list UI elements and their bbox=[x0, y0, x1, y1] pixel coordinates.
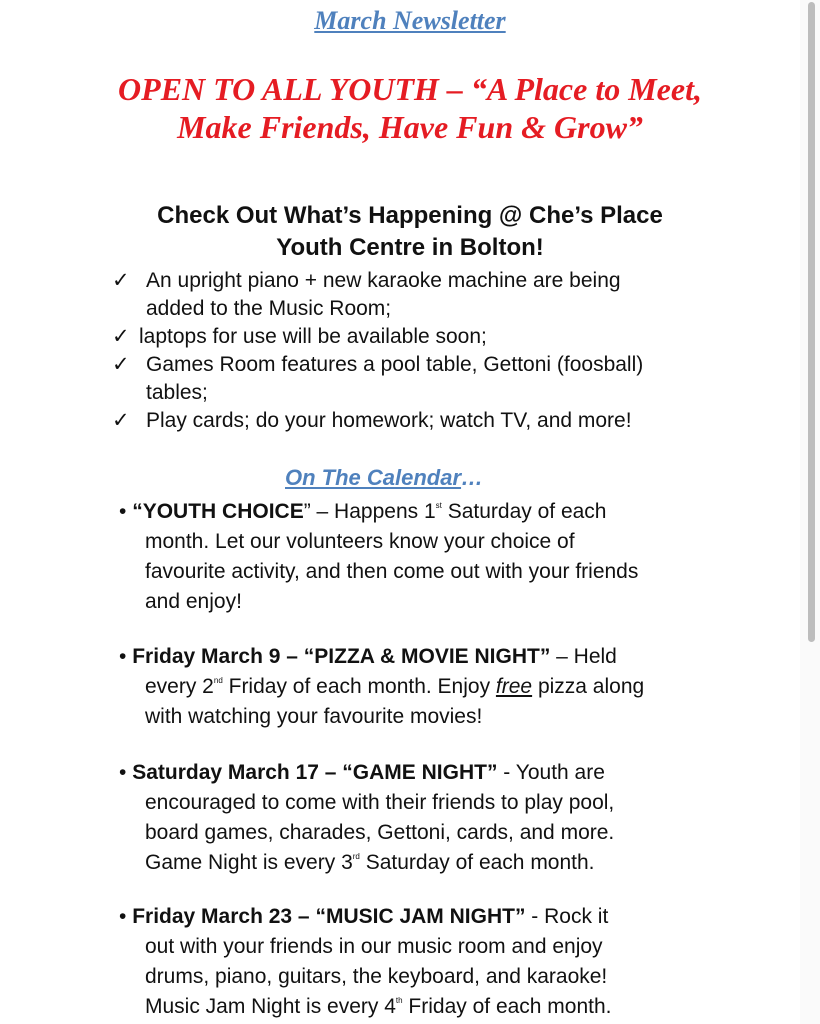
calendar-event-music-jam-night bbox=[119, 902, 799, 1022]
event-line: and enjoy! bbox=[145, 590, 242, 613]
calendar-event-pizza-movie-night bbox=[119, 642, 799, 732]
event-body bbox=[119, 672, 799, 732]
checklist-item bbox=[112, 407, 792, 435]
event-line bbox=[145, 848, 799, 878]
calendar-heading-ellipsis: … bbox=[461, 465, 484, 490]
event-title: Friday March 23 – “MUSIC JAM NIGHT” bbox=[132, 905, 526, 928]
event-line: out with your friends in our music room and enjoy bbox=[145, 935, 603, 958]
happening-heading-line-2: Youth Centre in Bolton! bbox=[276, 234, 544, 261]
event-line: with watching your favourite movies! bbox=[145, 705, 483, 728]
headline-line-1: OPEN TO ALL YOUTH – “A Place to Meet, bbox=[118, 71, 702, 107]
calendar-heading-text: On The Calendar bbox=[285, 465, 462, 490]
event-text: Saturday of each month. bbox=[359, 851, 595, 874]
event-title: Saturday March 17 – “GAME NIGHT” bbox=[132, 761, 498, 784]
event-ordinal: nd bbox=[213, 676, 223, 685]
event-ordinal: st bbox=[435, 501, 442, 510]
event-line: drums, piano, guitars, the keyboard, and karaoke! bbox=[145, 965, 608, 988]
headline bbox=[0, 70, 820, 146]
checklist-item-text-cont: added to the Music Room; bbox=[146, 297, 392, 320]
bullet-icon: • bbox=[119, 761, 127, 784]
event-first-line bbox=[119, 642, 799, 672]
event-text: Game Night is every 3 bbox=[145, 851, 353, 874]
event-title: Friday March 9 – “PIZZA & MOVIE NIGHT” bbox=[132, 645, 551, 668]
bullet-icon: • bbox=[119, 500, 127, 523]
event-text: Saturday of each bbox=[441, 500, 607, 523]
event-text: Friday of each month. Enjoy bbox=[222, 675, 496, 698]
event-line: board games, charades, Gettoni, cards, and more. bbox=[145, 821, 615, 844]
event-ordinal: th bbox=[395, 996, 403, 1005]
checklist-item bbox=[112, 351, 792, 407]
event-first-line bbox=[119, 758, 799, 788]
event-first-line bbox=[119, 902, 799, 932]
check-icon: ✓ bbox=[112, 325, 130, 348]
event-text: every 2 bbox=[145, 675, 214, 698]
event-text: pizza along bbox=[532, 675, 645, 698]
happening-heading bbox=[0, 200, 820, 264]
calendar-heading bbox=[285, 465, 483, 491]
bullet-icon: • bbox=[119, 645, 127, 668]
event-text: – Held bbox=[550, 645, 617, 668]
event-ordinal: rd bbox=[352, 852, 360, 861]
event-line bbox=[145, 992, 799, 1022]
calendar-event-game-night bbox=[119, 758, 799, 878]
event-body bbox=[119, 527, 799, 617]
event-body bbox=[119, 932, 799, 1022]
checklist-item-text-cont: tables; bbox=[146, 381, 208, 404]
headline-line-2: Make Friends, Have Fun & Grow” bbox=[177, 109, 643, 145]
checklist-item-text: Games Room features a pool table, Gettoni (foosball) bbox=[146, 353, 644, 376]
checklist-item-text: Play cards; do your homework; watch TV, and more! bbox=[146, 409, 632, 432]
event-text: - Youth are bbox=[497, 761, 605, 784]
happening-heading-line-1: Check Out What’s Happening @ Che’s Place bbox=[157, 202, 663, 229]
event-text: Music Jam Night is every 4 bbox=[145, 995, 396, 1018]
event-text: - Rock it bbox=[525, 905, 609, 928]
event-text: ” – Happens 1 bbox=[303, 500, 436, 523]
check-icon: ✓ bbox=[112, 269, 130, 292]
scrollbar-track[interactable] bbox=[800, 0, 820, 1024]
checklist-item bbox=[112, 267, 792, 323]
event-text: Friday of each month. bbox=[402, 995, 612, 1018]
event-body bbox=[119, 788, 799, 878]
event-line bbox=[145, 672, 799, 702]
newsletter-title: March Newsletter bbox=[314, 6, 506, 35]
checklist-item-text: An upright piano + new karaoke machine are being bbox=[146, 269, 621, 292]
event-line: month. Let our volunteers know your choice of bbox=[145, 530, 575, 553]
event-free-emphasis: free bbox=[495, 675, 533, 698]
check-icon: ✓ bbox=[112, 409, 130, 432]
bullet-icon: • bbox=[119, 905, 127, 928]
check-icon: ✓ bbox=[112, 353, 130, 376]
event-first-line bbox=[119, 497, 799, 527]
checklist-item bbox=[112, 323, 792, 351]
checklist-item-text: laptops for use will be available soon; bbox=[139, 325, 487, 348]
event-line: encouraged to come with their friends to play pool, bbox=[145, 791, 615, 814]
scrollbar-thumb[interactable] bbox=[808, 2, 815, 642]
happening-checklist bbox=[112, 267, 792, 435]
calendar-event-youth-choice bbox=[119, 497, 799, 617]
event-title: “YOUTH CHOICE bbox=[132, 500, 304, 523]
event-line: favourite activity, and then come out with your friends bbox=[145, 560, 639, 583]
